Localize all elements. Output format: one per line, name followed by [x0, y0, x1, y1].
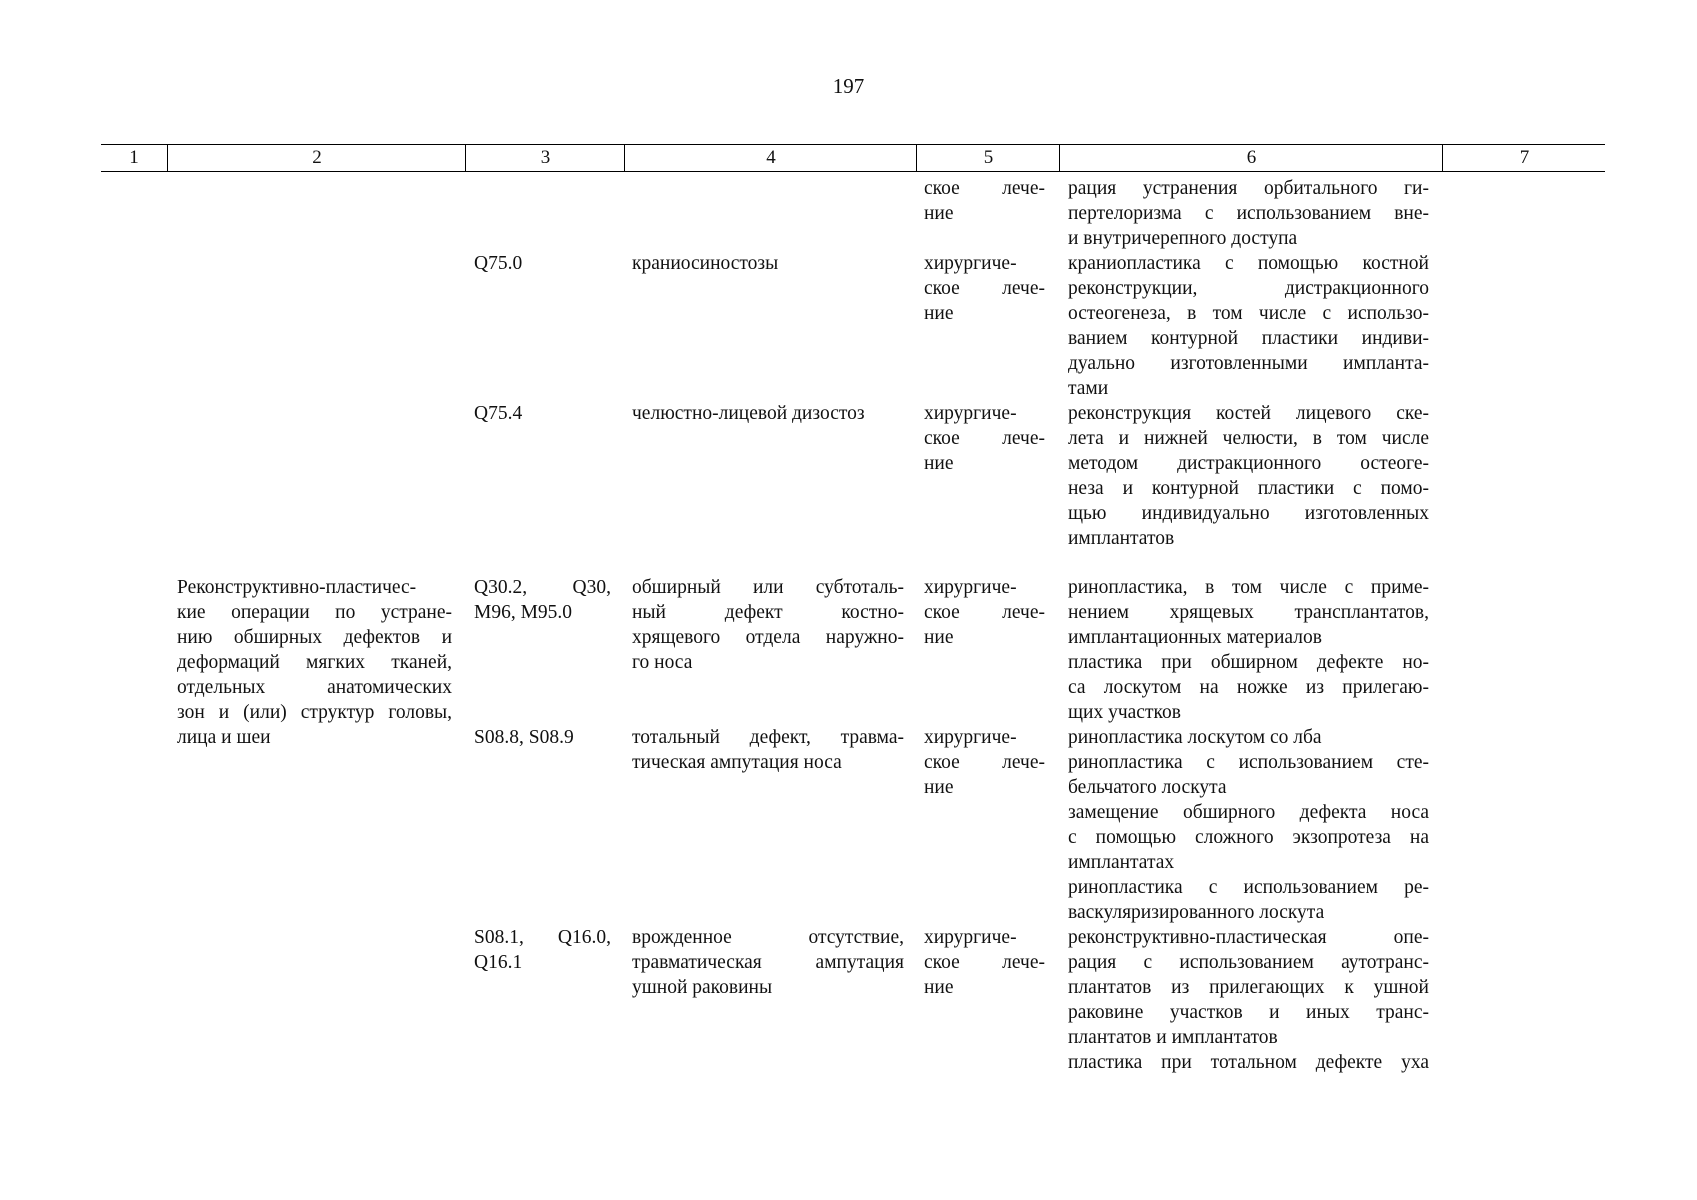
cell-line: ринопластика, в том числе с приме- [1068, 577, 1429, 598]
cell-line: лица и шеи [177, 727, 271, 748]
cell-line: са лоскутом на ножке из прилегаю- [1068, 677, 1429, 698]
cell-line: имплантационных материалов [1068, 627, 1322, 648]
cell-line: дуально изготовленными импланта- [1068, 353, 1429, 374]
cell-line: щих участков [1068, 702, 1181, 723]
cell-line: реконструкции, дистракционного [1068, 278, 1429, 299]
cell-line: травматическая ампутация [632, 952, 904, 973]
cell-line: плантатов и имплантатов [1068, 1027, 1278, 1048]
cell-line: бельчатого лоскута [1068, 777, 1227, 798]
diagnosis-cell [632, 401, 904, 426]
method-cell [1068, 925, 1429, 1075]
cell-line: раковине участков и иных транс- [1068, 1002, 1429, 1023]
cell-line: хирургиче- [924, 727, 1017, 748]
cell-line: и внутричерепного доступа [1068, 228, 1298, 249]
cell-line: с помощью сложного экзопротеза на [1068, 827, 1429, 848]
cell-line: деформаций мягких тканей, [177, 652, 452, 673]
codes-cell [474, 575, 611, 625]
cell-line: плантатов из прилегающих к ушной [1068, 977, 1429, 998]
cell-line: ское лече- [924, 752, 1045, 773]
page-number: 197 [832, 74, 865, 98]
cell-line: S08.8, S08.9 [474, 727, 574, 748]
cell-line: замещение обширного дефекта носа [1068, 802, 1429, 823]
cell-line: врожденное отсутствие, [632, 927, 904, 948]
treatment-cell [924, 575, 1045, 650]
cell-line: Q75.0 [474, 253, 523, 274]
cell-line: неза и контурной пластики с помо- [1068, 478, 1429, 499]
cell-line: отдельных анатомических [177, 677, 452, 698]
cell-line: тическая ампутация носа [632, 752, 842, 773]
treatment-cell [924, 251, 1045, 326]
table-header-row [101, 144, 1605, 172]
method-cell [1068, 251, 1429, 401]
diagnosis-cell [632, 575, 904, 675]
column-header-6: 6 [1059, 145, 1443, 171]
cell-line: имплантатов [1068, 528, 1175, 549]
cell-line: ушной раковины [632, 977, 773, 998]
cell-line: имплантатах [1068, 852, 1175, 873]
diagnosis-cell [632, 251, 904, 276]
cell-line: Q75.4 [474, 403, 523, 424]
column-header-2: 2 [167, 145, 466, 171]
cell-line: пластика при обширном дефекте но- [1068, 652, 1429, 673]
cell-line: краниосиностозы [632, 253, 779, 274]
cell-line: рация устранения орбитального ги- [1068, 178, 1429, 199]
cell-line: ринопластика с использованием ре- [1068, 877, 1429, 898]
cell-line: ние [924, 977, 954, 998]
cell-line: Q30.2, Q30, [474, 577, 611, 598]
cell-line: ный дефект костно- [632, 602, 904, 623]
cell-line: хирургиче- [924, 927, 1017, 948]
cell-line: нением хрящевых трансплантатов, [1068, 602, 1429, 623]
cell-line: рация с использованием аутотранс- [1068, 952, 1429, 973]
cell-line: щью индивидуально изготовленных [1068, 503, 1429, 524]
diagnosis-cell [632, 725, 904, 775]
cell-line: ское лече- [924, 428, 1045, 449]
cell-line: кие операции по устране- [177, 602, 452, 623]
treatment-cell [924, 725, 1045, 800]
column-header-4: 4 [624, 145, 917, 171]
cell-line: ское лече- [924, 278, 1045, 299]
cell-line: тотальный дефект, травма- [632, 727, 904, 748]
cell-line: ние [924, 303, 954, 324]
cell-line: краниопластика с помощью костной [1068, 253, 1429, 274]
cell-line: ское лече- [924, 602, 1045, 623]
cell-line: пластика при тотальном дефекте уха [1068, 1052, 1429, 1073]
cell-line: хирургиче- [924, 253, 1017, 274]
cell-line: васкуляризированного лоскута [1068, 902, 1325, 923]
cell-line: ское лече- [924, 952, 1045, 973]
cell-line: нию обширных дефектов и [177, 627, 452, 648]
cell-line: ние [924, 777, 954, 798]
codes-cell [474, 251, 611, 276]
treatment-cell [924, 176, 1045, 226]
cell-line: обширный или субтоталь- [632, 577, 904, 598]
cell-line: ние [924, 203, 954, 224]
cell-line: челюстно-лицевой дизостоз [632, 403, 865, 424]
cell-line: ринопластика с использованием сте- [1068, 752, 1429, 773]
method-cell [1068, 575, 1429, 725]
codes-cell [474, 725, 611, 750]
method-cell [1068, 401, 1429, 551]
cell-line: Реконструктивно-пластичес- [177, 577, 417, 598]
cell-line: ское лече- [924, 178, 1045, 199]
cell-line: пертелоризма с использованием вне- [1068, 203, 1429, 224]
treatment-cell [924, 401, 1045, 476]
column-header-5: 5 [916, 145, 1060, 171]
method-cell [1068, 176, 1429, 251]
cell-line: ванием контурной пластики индиви- [1068, 328, 1429, 349]
treatment-cell [924, 925, 1045, 1000]
cell-line: хирургиче- [924, 577, 1017, 598]
cell-line: зон и (или) структур головы, [177, 702, 452, 723]
cell-line: лета и нижней челюсти, в том числе [1068, 428, 1429, 449]
cell-line: реконструкция костей лицевого ске- [1068, 403, 1429, 424]
cell-line: хрящевого отдела наружно- [632, 627, 904, 648]
cell-line: го носа [632, 652, 693, 673]
cell-line: Q16.1 [474, 952, 523, 973]
cell-line: ние [924, 627, 954, 648]
section-cell [177, 575, 452, 750]
cell-line: S08.1, Q16.0, [474, 927, 611, 948]
cell-line: тами [1068, 378, 1109, 399]
cell-line: реконструктивно-пластическая опе- [1068, 927, 1429, 948]
cell-line: ринопластика лоскутом со лба [1068, 727, 1322, 748]
cell-line: хирургиче- [924, 403, 1017, 424]
cell-line: методом дистракционного остеоге- [1068, 453, 1429, 474]
cell-line: ние [924, 453, 954, 474]
diagnosis-cell [632, 925, 904, 1000]
codes-cell [474, 401, 611, 426]
codes-cell [474, 925, 611, 975]
column-header-7: 7 [1442, 145, 1606, 171]
cell-line: остеогенеза, в том числе с использо- [1068, 303, 1429, 324]
column-header-3: 3 [465, 145, 625, 171]
column-header-1: 1 [129, 147, 139, 168]
method-cell [1068, 725, 1429, 925]
cell-line: M96, M95.0 [474, 602, 573, 623]
